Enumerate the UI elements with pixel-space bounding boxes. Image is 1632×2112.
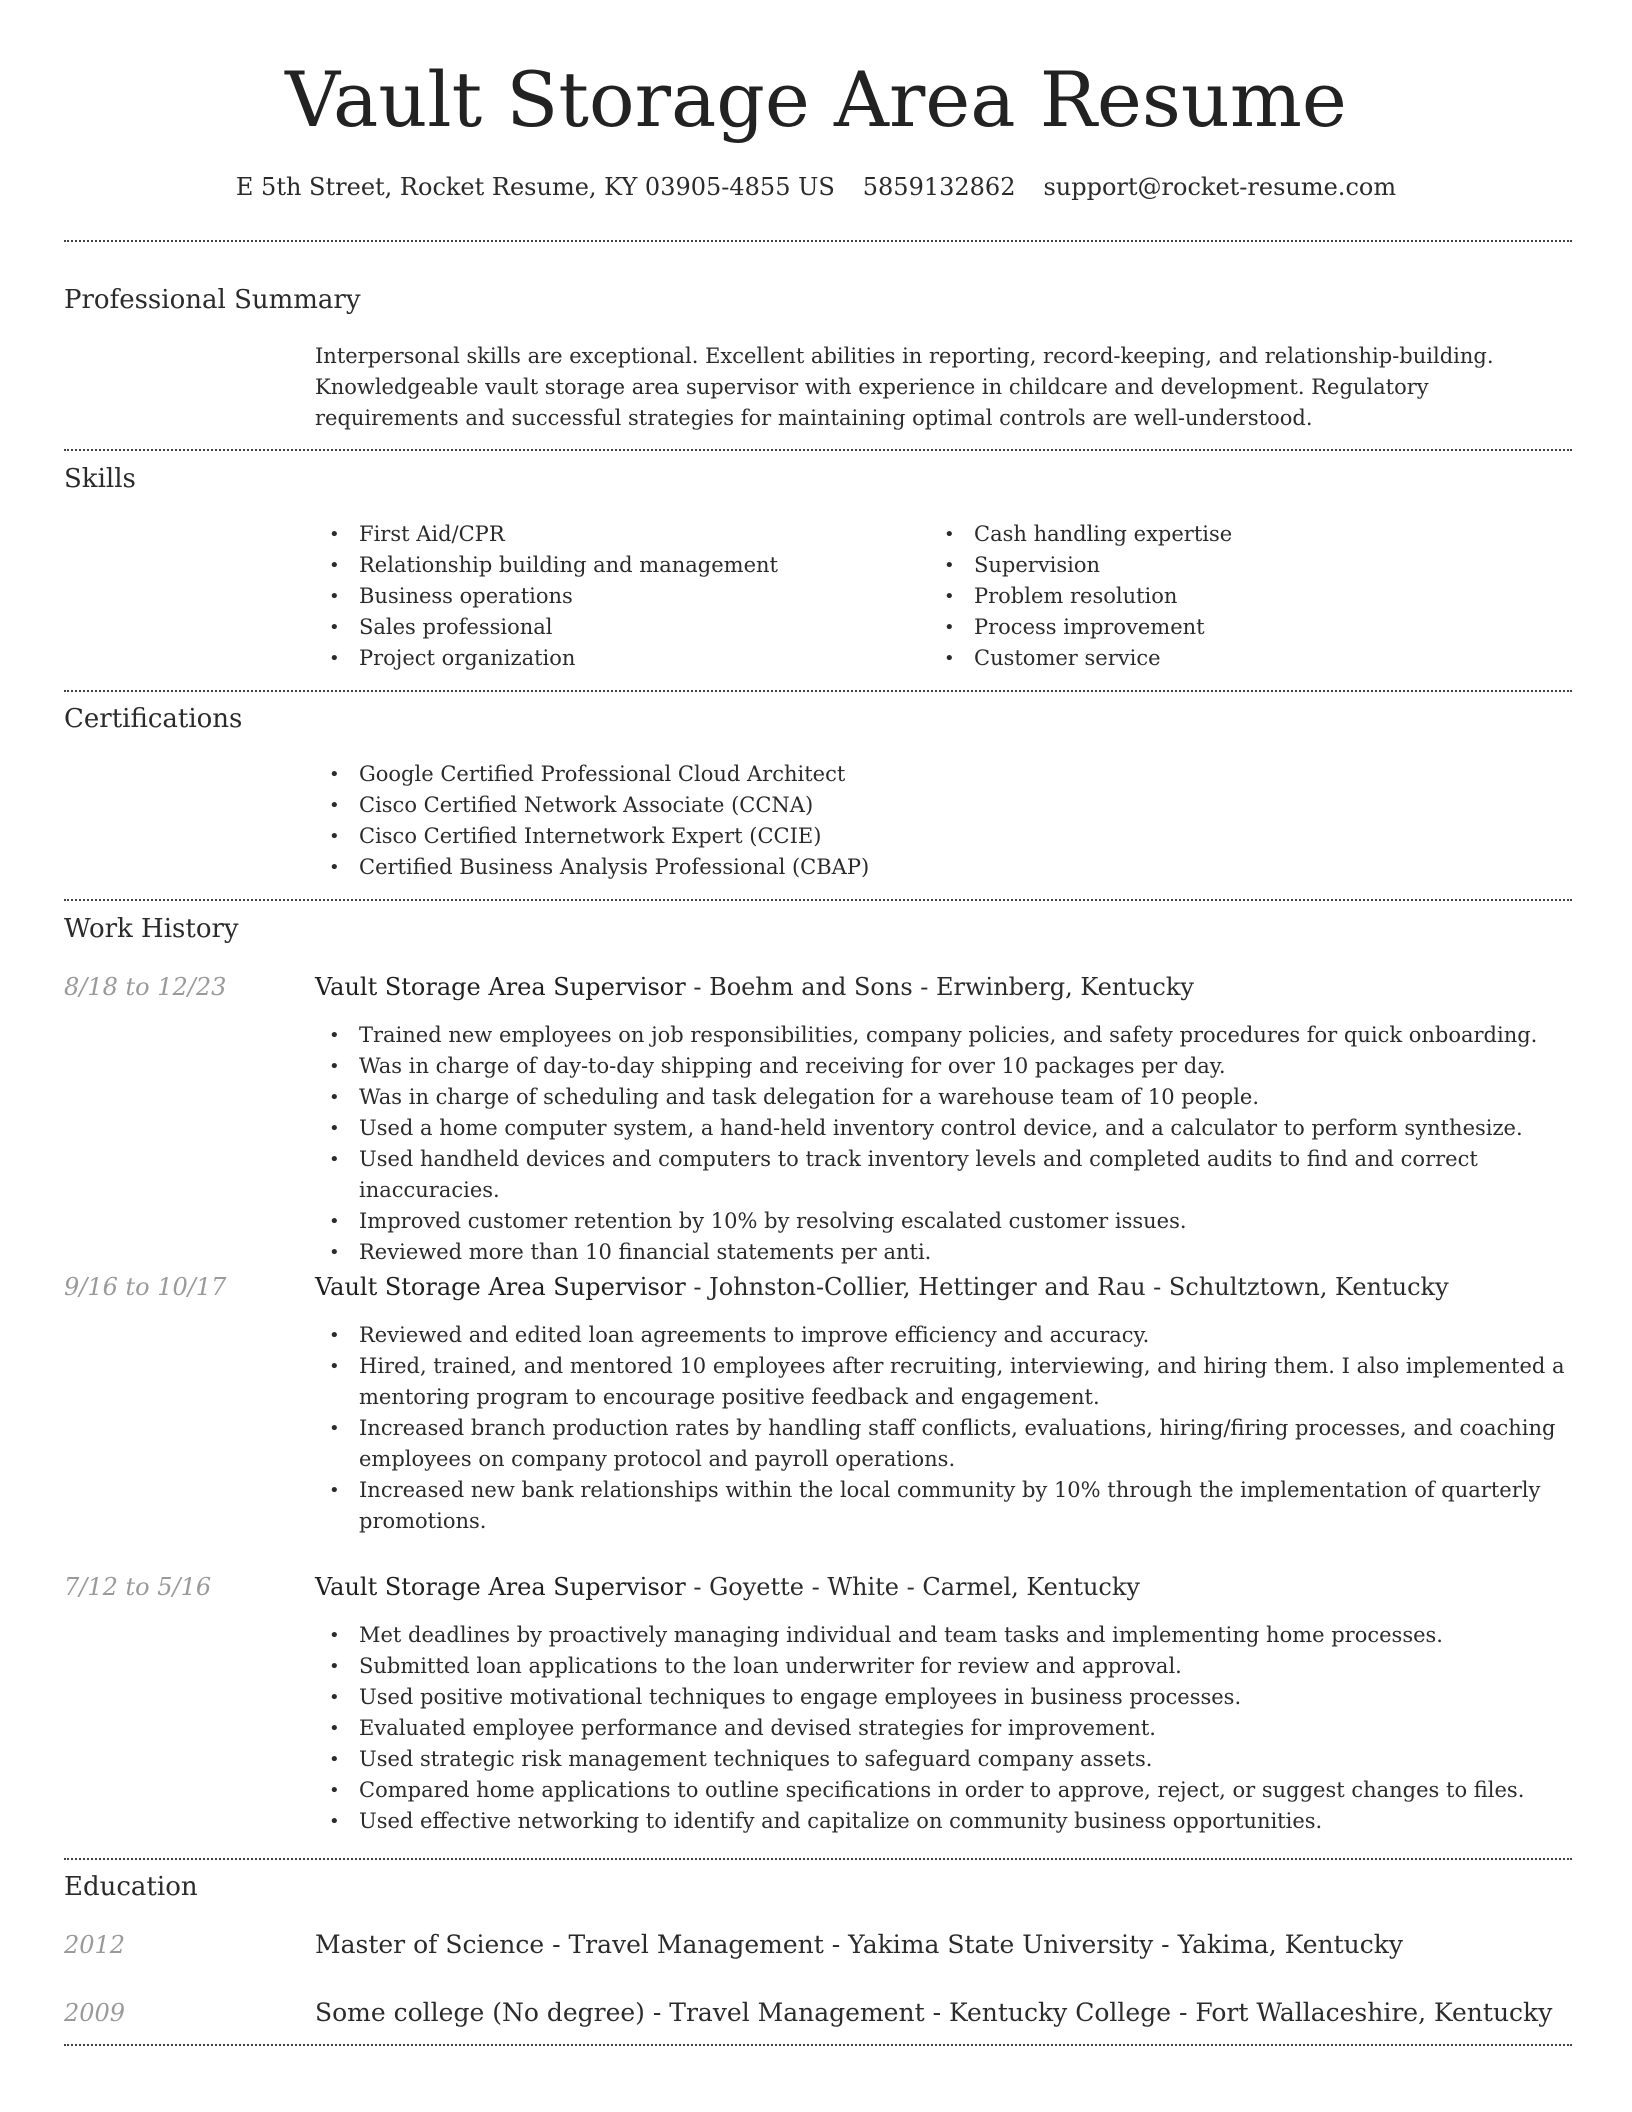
skill-item: • Supervision [930, 550, 1530, 581]
job-title [315, 1571, 1140, 1603]
email: support@rocket-resume.com [1043, 173, 1397, 201]
education-year: 2009 [64, 1999, 126, 2027]
skill-item: • Relationship building and management [315, 550, 915, 581]
education-degree: Master of Science - Travel Management [315, 1930, 824, 1959]
job-role: Vault Storage Area Supervisor [315, 1573, 686, 1601]
job-bullet: • Was in charge of day-to-day shipping and receiving for over 10 packages per day. [315, 1051, 1573, 1082]
education-year: 2012 [64, 1931, 126, 1959]
section-title-work: Work History [64, 914, 239, 944]
skill-item: • Cash handling expertise [930, 519, 1530, 550]
job-bullet: • Hired, trained, and mentored 10 employees after recruiting, interviewing, and hiring them. I also implemented a mentoring program to encourage positive feedback and engagement. [315, 1351, 1573, 1413]
job-bullet: • Used a home computer system, a hand-held inventory control device, and a calculator to perform synthesize. [315, 1113, 1573, 1144]
job-bullet: • Increased new bank relationships within the local community by 10% through the implementation of quarterly promotions. [315, 1475, 1573, 1537]
skill-item: • Problem resolution [930, 581, 1530, 612]
job-bullet: • Reviewed more than 10 financial statements per anti. [315, 1237, 1573, 1268]
job-date: 7/12 to 5/16 [64, 1573, 212, 1601]
job-bullet: • Used strategic risk management techniques to safeguard company assets. [315, 1744, 1573, 1775]
job-bullet: • Trained new employees on job responsibilities, company policies, and safety procedures for quick onboarding. [315, 1020, 1573, 1051]
skills-list-left [315, 519, 915, 674]
certification-item: • Certified Business Analysis Professional (CBAP) [315, 852, 1573, 883]
job-title [315, 1271, 1449, 1303]
job-bullet: • Used positive motivational techniques to engage employees in business processes. [315, 1682, 1573, 1713]
summary-text: Interpersonal skills are exceptional. Excellent abilities in reporting, record-keeping, and relationship-building. Knowledgeable vault storage area supervisor with experience in childcare and development. Regulatory requirements and successful strategies for maintaining optimal controls are well-understood. [315, 344, 1494, 430]
resume-header [0, 0, 1632, 202]
skill-item: • Project organization [315, 643, 915, 674]
skill-item: • Business operations [315, 581, 915, 612]
divider [64, 449, 1572, 451]
job-bullets [315, 1020, 1573, 1268]
job-date: 9/16 to 10/17 [64, 1273, 227, 1301]
job-bullet: • Used effective networking to identify and capitalize on community business opportunities. [315, 1806, 1573, 1837]
job-bullet: • Evaluated employee performance and devised strategies for improvement. [315, 1713, 1573, 1744]
contact-line [0, 172, 1632, 202]
job-role: Vault Storage Area Supervisor [315, 1273, 686, 1301]
address: E 5th Street, Rocket Resume, KY 03905-4855 US [235, 173, 835, 201]
education-school: - Yakima State University - Yakima, Kentucky [823, 1930, 1404, 1959]
section-title-certifications: Certifications [64, 704, 243, 734]
job-company: - Goyette - White - Carmel, Kentucky [685, 1573, 1140, 1601]
skill-item: • Process improvement [930, 612, 1530, 643]
job-bullet: • Was in charge of scheduling and task delegation for a warehouse team of 10 people. [315, 1082, 1573, 1113]
job-role: Vault Storage Area Supervisor [315, 973, 686, 1001]
job-bullet: • Increased branch production rates by handling staff conflicts, evaluations, hiring/firing processes, and coaching employees on company protocol and payroll operations. [315, 1413, 1573, 1475]
section-title-skills: Skills [64, 464, 136, 494]
certification-item: • Cisco Certified Network Associate (CCNA) [315, 790, 1573, 821]
skill-item: • Customer service [930, 643, 1530, 674]
divider [64, 899, 1572, 901]
job-bullet: • Compared home applications to outline specifications in order to approve, reject, or suggest changes to files. [315, 1775, 1573, 1806]
job-bullet: • Improved customer retention by 10% by resolving escalated customer issues. [315, 1206, 1573, 1237]
job-bullet: • Met deadlines by proactively managing individual and team tasks and implementing home processes. [315, 1620, 1573, 1651]
certifications-list [315, 759, 1573, 883]
job-title [315, 971, 1194, 1003]
job-company: - Johnston-Collier, Hettinger and Rau - Schultztown, Kentucky [685, 1273, 1449, 1301]
section-title-education: Education [64, 1872, 198, 1902]
divider [64, 690, 1572, 692]
job-company: - Boehm and Sons - Erwinberg, Kentucky [685, 973, 1194, 1001]
skills-list-right [930, 519, 1530, 674]
job-bullet: • Submitted loan applications to the loan underwriter for review and approval. [315, 1651, 1573, 1682]
certification-item: • Google Certified Professional Cloud Architect [315, 759, 1573, 790]
job-date: 8/18 to 12/23 [64, 973, 227, 1001]
divider [64, 240, 1572, 242]
skill-item: • First Aid/CPR [315, 519, 915, 550]
phone: 5859132862 [862, 173, 1016, 201]
education-school: - Kentucky College - Fort Wallaceshire, Kentucky [924, 1998, 1553, 2027]
education-entry [315, 1929, 1403, 1961]
section-title-summary: Professional Summary [64, 285, 361, 315]
job-bullet: • Used handheld devices and computers to track inventory levels and completed audits to find and correct inaccuracies. [315, 1144, 1573, 1206]
education-entry [315, 1997, 1552, 2029]
job-bullet: • Reviewed and edited loan agreements to improve efficiency and accuracy. [315, 1320, 1573, 1351]
certification-item: • Cisco Certified Internetwork Expert (CCIE) [315, 821, 1573, 852]
job-bullets [315, 1620, 1573, 1837]
job-bullets [315, 1320, 1573, 1537]
divider [64, 2044, 1572, 2046]
skill-item: • Sales professional [315, 612, 915, 643]
education-degree: Some college (No degree) - Travel Management [315, 1998, 925, 2027]
divider [64, 1858, 1572, 1860]
resume-title: Vault Storage Area Resume [285, 55, 1347, 144]
